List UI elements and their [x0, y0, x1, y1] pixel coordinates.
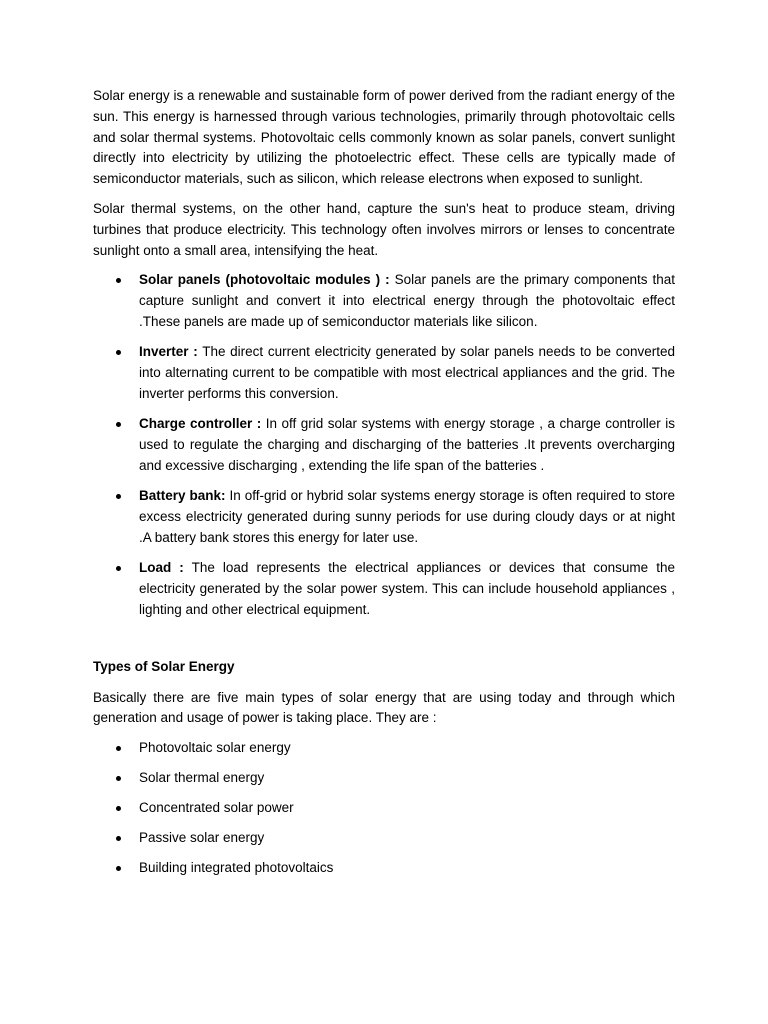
term-description: Solar panels are the primary components that capture sunlight and convert it into electrical energy through the photovoltaic effect .These panels are made up of semiconductor materials like silicon. — [139, 272, 675, 329]
types-list — [93, 738, 675, 879]
list-item — [93, 414, 675, 476]
document-body — [93, 86, 675, 889]
components-list — [93, 270, 675, 620]
term-label: Battery bank: — [139, 488, 226, 504]
list-item: Passive solar energy — [93, 828, 675, 849]
thermal-paragraph: Solar thermal systems, on the other hand, capture the sun's heat to produce steam, driving turbines that produce electricity. This technology often involves mirrors or lenses to concentrate sunlight onto a small area, intensifying the heat. — [93, 200, 675, 258]
list-item: Concentrated solar power — [93, 798, 675, 819]
term-label: Solar panels (photovoltaic modules ) : — [139, 272, 390, 288]
intro-paragraph: Solar energy is a renewable and sustainable form of power derived from the radiant energy of the sun. This energy is harnessed through various technologies, primarily through photovoltaic cells and solar thermal systems. Photovoltaic cells commonly known as solar panels, convert sunlight directly into electricity by utilizing the photoelectric effect. These cells are typically made of semiconductor materials, such as silicon, which release electrons when exposed to sunlight. — [93, 88, 675, 187]
list-item — [93, 558, 675, 620]
term-description: The direct current electricity generated by solar panels needs to be converted into alternating current to be compatible with most electrical appliances and the grid. The inverter performs this conversion. — [139, 344, 675, 401]
term-label: Charge controller : — [139, 416, 262, 432]
list-item: Solar thermal energy — [93, 768, 675, 789]
list-item: Photovoltaic solar energy — [93, 738, 675, 759]
section-heading: Types of Solar Energy — [93, 658, 235, 674]
types-intro-paragraph: Basically there are five main types of solar energy that are using today and through which generation and usage of power is taking place. They are : — [93, 689, 675, 726]
term-description: The load represents the electrical appliances or devices that consume the electricity generated by the solar power system. This can include household appliances , lighting and other electrical equipment. — [139, 560, 675, 617]
term-label: Load : — [139, 560, 184, 576]
term-description: In off grid solar systems with energy storage , a charge controller is used to regulate the charging and discharging of the batteries .It prevents overcharging and excessive discharging , extending the life span of the batteries . — [139, 416, 675, 473]
term-label: Inverter : — [139, 344, 198, 360]
list-item — [93, 342, 675, 404]
list-item — [93, 486, 675, 548]
list-item — [93, 270, 675, 332]
term-description: In off-grid or hybrid solar systems energy storage is often required to store excess electricity generated during sunny periods for use during cloudy days or at night .A battery bank stores this energy for later use. — [139, 488, 675, 545]
list-item: Building integrated photovoltaics — [93, 858, 675, 879]
